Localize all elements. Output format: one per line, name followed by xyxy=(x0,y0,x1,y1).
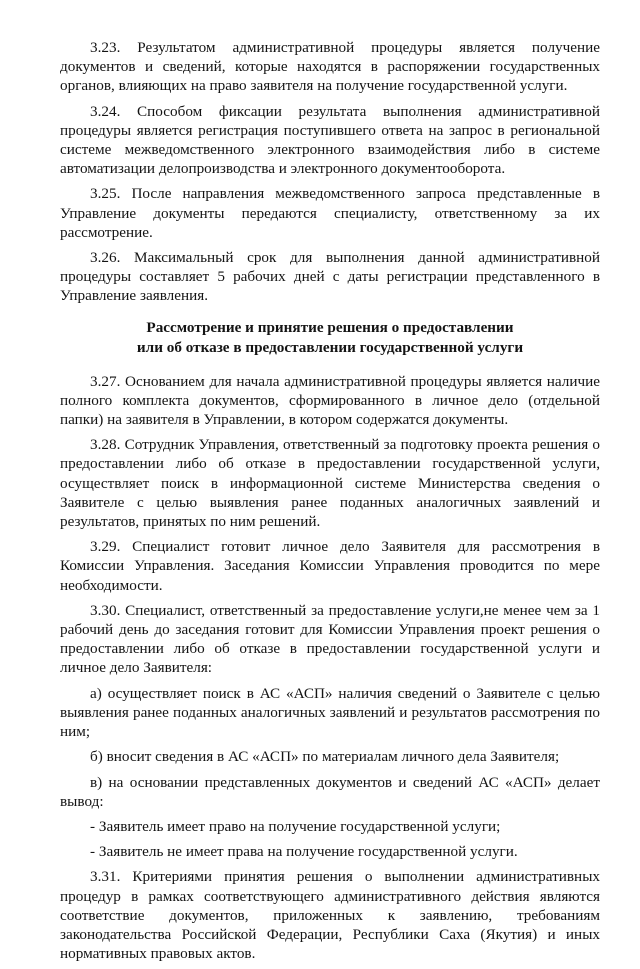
document-page xyxy=(60,38,600,969)
paragraph-3-25: 3.25. После направления межведомственного запроса представленные в Управление документы передаются специалисту, ответственному за их рассмотрение. xyxy=(60,185,600,241)
list-item-a: а) осуществляет поиск в АС «АСП» наличия сведений о Заявителе с целью выявления ранее поданных аналогичных заявлений и результатов рассмотрения по ним; xyxy=(60,684,600,741)
section-heading xyxy=(60,318,600,358)
list-item-c: в) на основании представленных документов и сведений АС «АСП» делает вывод: xyxy=(60,773,600,810)
paragraph-3-28: 3.28. Сотрудник Управления, ответственный за подготовку проекта решения о предоставлении либо об отказе в предоставлении государственной услуги, осуществляет поиск в информационной системе Министерства сведения о Заявителе с целью выявления ранее поданных аналогичных заявлений и результатов, принятых по ним решений. xyxy=(60,436,600,531)
section-heading-line-1: Рассмотрение и принятие решения о предоставлении xyxy=(146,318,514,336)
paragraph-3-30: 3.30. Специалист, ответственный за предоставление услуги,не менее чем за 1 рабочий день до заседания готовит для Комиссии Управления проект решения о предоставлении либо об отказе в предоставлении государственной услуги и личное дело Заявителя: xyxy=(60,601,600,677)
paragraph-3-29: 3.29. Специалист готовит личное дело Заявителя для рассмотрения в Комиссии Управления. Заседания Комиссии Управления проводится по мере необходимости. xyxy=(60,538,600,594)
paragraph-3-31: 3.31. Критериями принятия решения о выполнении административных процедур в рамках соответствующего административного действия являются соответствие документов, приложенных к заявлению, требованиям законодательства Российской Федерации, Республики Саха (Якутия) и иных нормативных правовых актов. xyxy=(60,868,600,963)
paragraph-3-27: 3.27. Основанием для начала административной процедуры является наличие полного комплекта документов, сформированного в личное дело (отдельной папки) на заявителя в Управлении, в котором содержатся документы. xyxy=(60,372,600,429)
paragraph-3-23: 3.23. Результатом административной процедуры является получение документов и сведений, которые находятся в распоряжении государственных органов, влияющих на право заявителя на получение государственной услуги. xyxy=(60,39,600,95)
paragraph-3-26: 3.26. Максимальный срок для выполнения данной административной процедуры составляет 5 рабочих дней с даты регистрации представленного в Управление заявления. xyxy=(60,249,600,305)
section-heading-line-2: или об отказе в предоставлении государственной услуги xyxy=(136,338,524,356)
list-item-b: б) вносит сведения в АС «АСП» по материалам личного дела Заявителя; xyxy=(90,748,560,766)
conclusion-not-eligible: - Заявитель не имеет права на получение государственной услуги. xyxy=(90,843,518,861)
conclusion-eligible: - Заявитель имеет право на получение государственной услуги; xyxy=(90,817,501,835)
paragraph-3-24: 3.24. Способом фиксации результата выполнения административной процедуры является регистрация поступившего ответа на запрос в региональной системе межведомственного электронного взаимодействия либо в системе автоматизации делопроизводства и электронного документооборота. xyxy=(60,102,600,178)
